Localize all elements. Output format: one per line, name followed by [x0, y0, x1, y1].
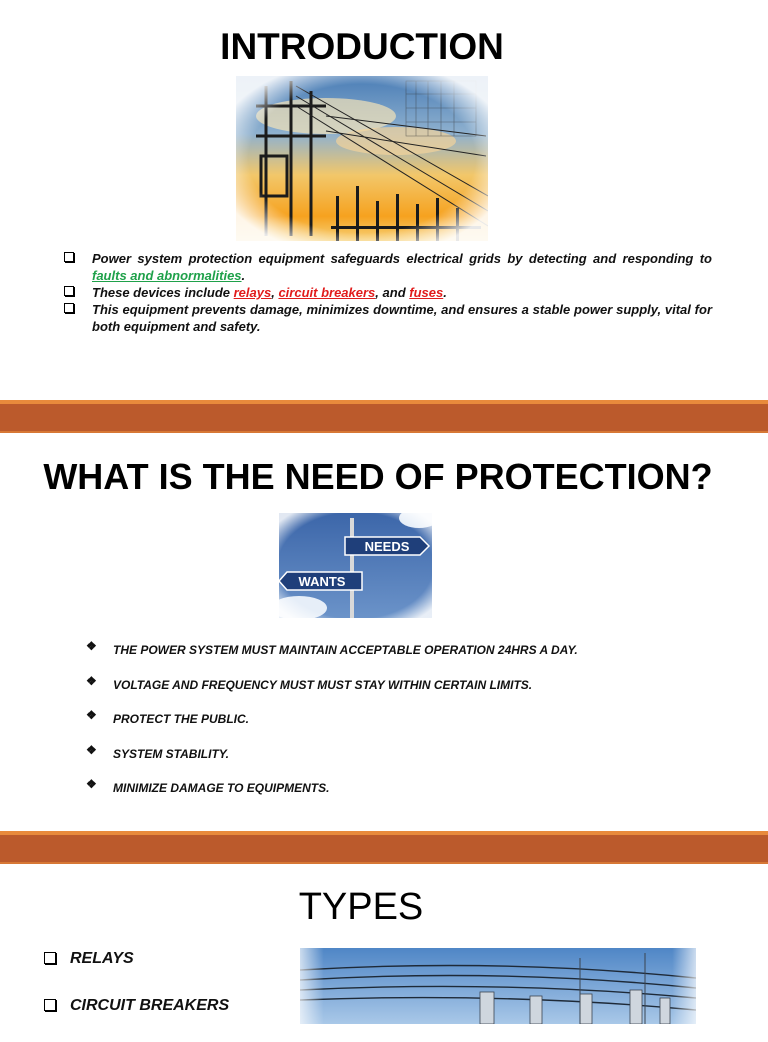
four-diamond-icon: ❖	[86, 639, 97, 653]
type-label: CIRCUIT BREAKERS	[70, 997, 230, 1014]
four-diamond-icon: ❖	[86, 708, 97, 722]
substation-image	[236, 76, 488, 241]
checkbox-square-icon	[44, 952, 56, 964]
punctuation: .	[443, 285, 447, 300]
transmission-lines-image	[300, 948, 696, 1024]
fuses-link[interactable]: fuses	[409, 285, 444, 300]
four-diamond-icon: ❖	[86, 777, 97, 791]
section-title: TYPES	[298, 886, 424, 928]
needs-wants-image	[279, 513, 432, 618]
introduction-slide	[0, 0, 768, 400]
relays-link[interactable]: relays	[233, 285, 272, 300]
checkbox-square-icon	[64, 286, 74, 296]
bullet-text: THE POWER SYSTEM MUST MAINTAIN ACCEPTABLE OPERATION 24HRS A DAY.	[113, 643, 578, 657]
need-of-protection-slide	[0, 433, 768, 831]
faults-link[interactable]: faults and abnormalities	[92, 268, 242, 283]
checkbox-square-icon	[44, 999, 56, 1011]
bullet-text: MINIMIZE DAMAGE TO EQUIPMENTS.	[113, 781, 330, 795]
checkbox-square-icon	[64, 252, 74, 262]
bullet-text: Power system protection equipment safeguards electrical grids by detecting and responding to	[92, 251, 712, 266]
need-bullet-list	[86, 641, 726, 814]
types-list	[42, 948, 229, 1042]
bullet-text: These devices include	[92, 285, 234, 300]
four-diamond-icon: ❖	[86, 673, 97, 688]
bullet-text: PROTECT THE PUBLIC.	[113, 712, 250, 726]
four-diamond-icon: ❖	[86, 742, 97, 757]
list-item	[86, 779, 726, 814]
list-item	[62, 250, 712, 284]
separator: ,	[271, 285, 279, 300]
checkbox-square-icon	[64, 303, 74, 313]
list-item	[86, 710, 726, 745]
list-item	[86, 673, 726, 711]
list-item	[86, 742, 726, 780]
type-label: RELAYS	[70, 950, 134, 967]
signpost-illustration	[279, 513, 432, 618]
circuit-breakers-link[interactable]: circuit breakers	[278, 285, 376, 300]
list-item	[62, 284, 712, 301]
list-item	[62, 301, 712, 335]
types-slide	[0, 864, 768, 1024]
slide-divider	[0, 831, 768, 864]
list-item	[86, 641, 726, 676]
list-item	[42, 995, 229, 1042]
page-title: INTRODUCTION	[220, 26, 504, 67]
substation-illustration	[236, 76, 488, 241]
bullet-text: VOLTAGE AND FREQUENCY MUST MUST STAY WITHIN CERTAIN LIMITS.	[113, 677, 533, 692]
intro-bullet-list	[62, 250, 712, 335]
list-item	[42, 948, 229, 995]
power-lines-illustration	[300, 948, 696, 1024]
slide-divider	[0, 400, 768, 433]
bullet-text: This equipment prevents damage, minimizes downtime, and ensures a stable power supply, vital for both equipment and safety.	[92, 302, 712, 334]
bullet-text: SYSTEM STABILITY.	[113, 746, 230, 761]
separator: , and	[375, 285, 410, 300]
section-title: WHAT IS THE NEED OF PROTECTION?	[43, 456, 713, 497]
punctuation: .	[241, 268, 246, 283]
